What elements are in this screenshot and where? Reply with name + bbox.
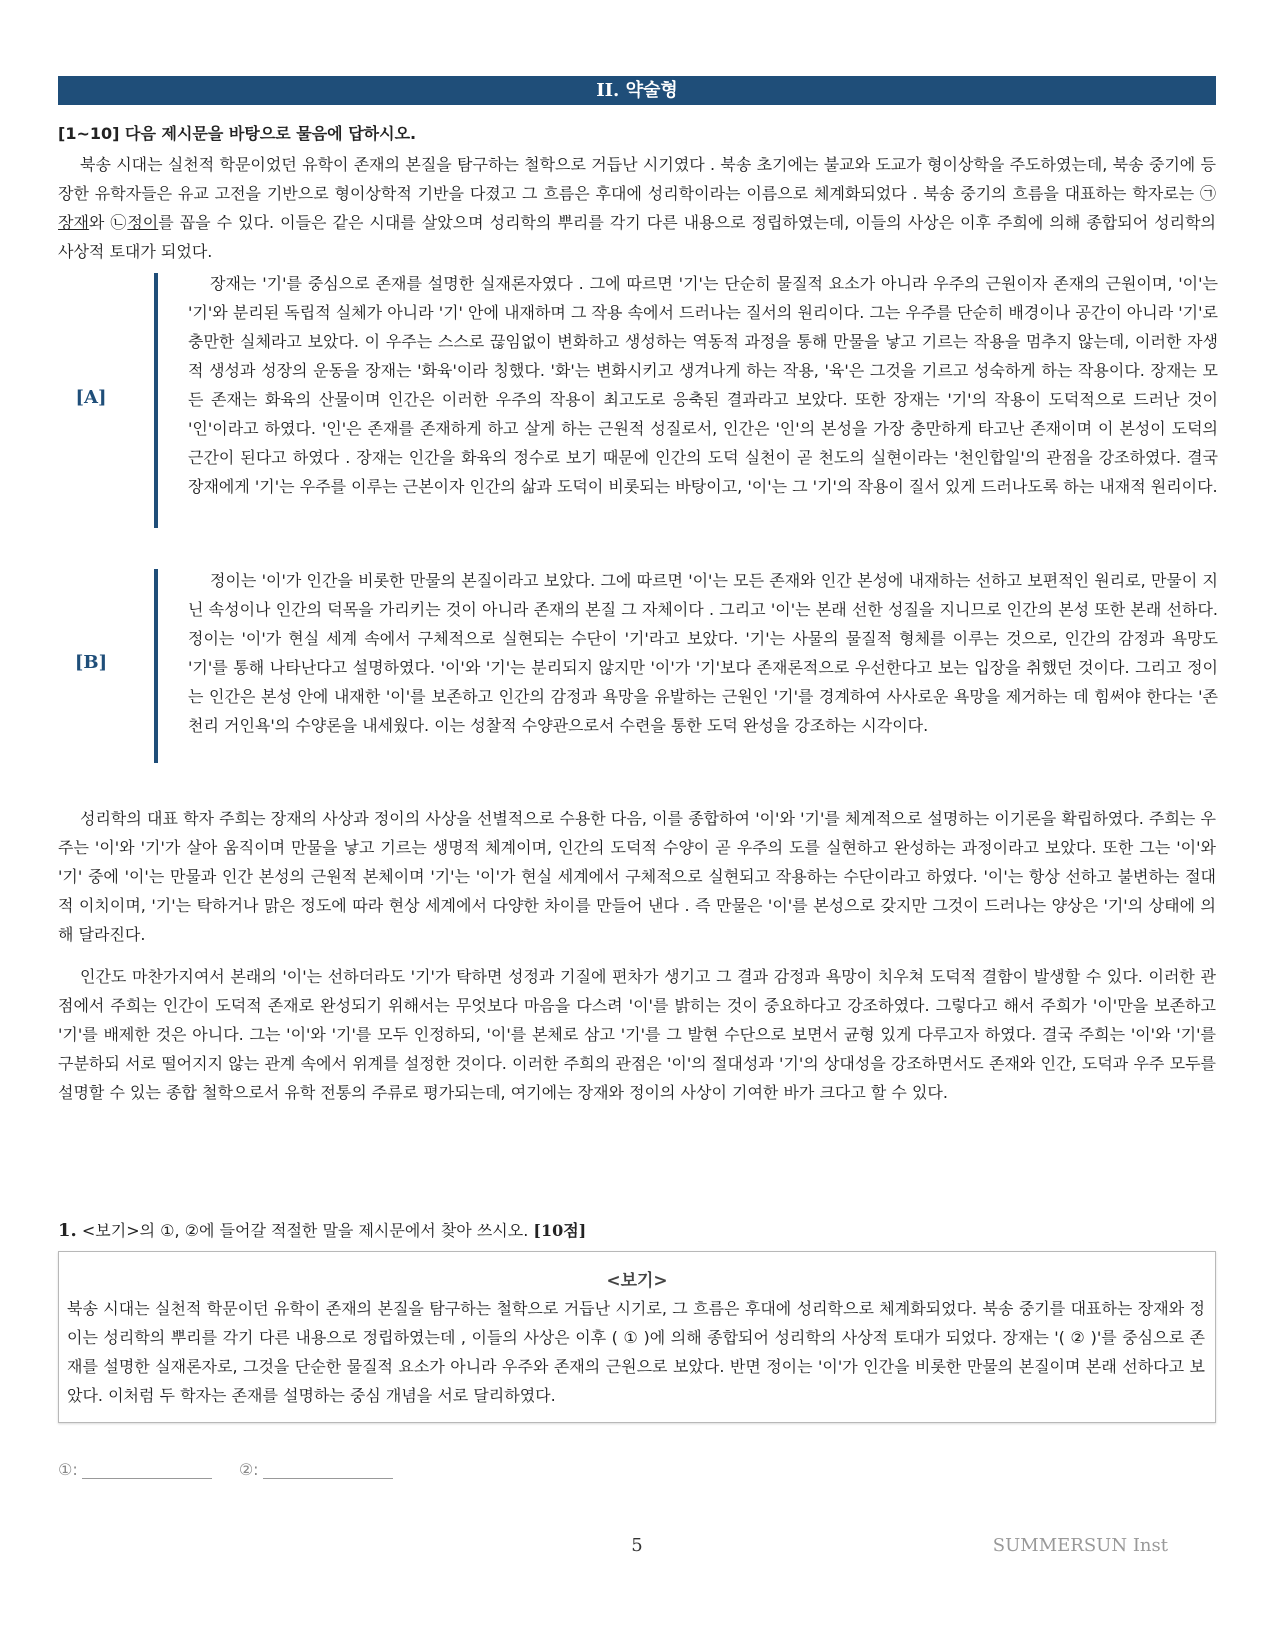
answer-blank-2[interactable]	[263, 1460, 393, 1479]
institute-watermark: SUMMERSUN Inst	[992, 1535, 1168, 1556]
passage-box-a	[75, 273, 1218, 528]
answer-label-2: ②:	[238, 1460, 259, 1479]
question-1	[58, 1219, 586, 1243]
bogi-text: 북송 시대는 실천적 학문이던 유학이 존재의 본질을 탐구하는 철학으로 거듭난 시기로, 그 흐름은 후대에 성리학으로 체계화되었다. 북송 중기를 대표하는 장재와 정이는 성리학의 뿌리를 각기 다른 내용으로 정립하였는데 , 이들의 사상은 이후 ( ① )에 의해 종합되어 성리학의 사상적 토대가 되었다. 장재는 '( ② )'를 중심으로 존재를 설명한 실재론자로, 그것을 단순한 물질적 요소가 아니라 우주와 존재의 근원으로 보았다. 반면 정이는 '이'가 인간을 비롯한 만물의 본질이며 본래 선하다고 보았다. 이처럼 두 학자는 존재를 설명하는 중심 개념을 서로 달리하였다.	[67, 1299, 1205, 1405]
intro-text-2: 를 꼽을 수 있다. 이들은 같은 시대를 살았으며 성리학의 뿌리를 각기 다른 내용으로 정립하였는데, 이들의 사상은 이후 주희에 의해 종합되어 성리학의 사상적 토대가 되었다.	[58, 213, 1216, 261]
answer-blank-1[interactable]	[82, 1460, 212, 1479]
intro-join: 와	[88, 213, 111, 232]
answer-label-1: ①:	[58, 1460, 78, 1479]
box-a-label: [A]	[75, 387, 107, 408]
box-a-text: 장재는 '기'를 중심으로 존재를 설명한 실재론자였다 . 그에 따르면 '기'는 단순히 물질적 요소가 아니라 우주의 근원이자 존재의 근원이며, '이'는 '기'와 분리된 독립적 실체가 아니라 '기' 안에 내재하며 그 작용 속에서 드러나는 질서의 원리이다. 그는 우주를 단순히 배경이나 공간이 아니라 '기'로 충만한 실체라고 보았다. 이 우주는 스스로 끊임없이 변화하고 생성하는 역동적 과정을 통해 만물을 낳고 기르는 작용을 멈추지 않는데, 이러한 자생적 생성과 성장의 운동을 장재는 '화육'이라 칭했다. '화'는 변화시키고 생겨나게 하는 작용, '육'은 그것을 기르고 성숙하게 하는 작용이다. 장재는 모든 존재는 화육의 산물이며 인간은 이러한 우주의 작용이 최고도로 응축된 결과라고 보았다. 또한 장재는 '기'의 작용이 도덕적으로 드러난 것이 '인'이라고 하였다. '인'은 존재를 존재하게 하고 살게 하는 근원적 성질로서, 인간은 '인'의 본성을 가장 충만하게 타고난 존재이며 이 본성이 도덕의 근간이 된다고 하였다 . 장재는 인간을 화육의 정수로 보기 때문에 인간의 도덕 실천이 곧 천도의 실현이라는 '천인합일'의 관점을 강조하였다. 결국 장재에게 '기'는 우주를 이루는 근본이자 인간의 삶과 도덕이 비롯되는 바탕이고, '이'는 그 '기'의 작용이 질서 있게 드러나도록 하는 내재적 원리이다.	[188, 274, 1218, 496]
box-b-rule	[154, 569, 158, 763]
zhu-paragraph-1: 성리학의 대표 학자 주희는 장재의 사상과 정이의 사상을 선별적으로 수용한 다음, 이를 종합하여 '이'와 '기'를 체계적으로 설명하는 이기론을 확립하였다. 주희는 우주는 '이'와 '기'가 살아 움직이며 만물을 낳고 기르는 생명적 체계이며, 인간의 도덕적 수양이 곧 우주의 도를 실현하고 완성하는 과정이라고 보았다. 또한 그는 '이'와 '기' 중에 '이'는 만물과 인간 본성의 근원적 본체이며 '기'는 '이'가 현실 세계에서 구체적으로 실현되고 작용하는 수단이라고 하였다. '이'는 항상 선하고 불변하는 절대적 이치이며, '기'는 탁하거나 맑은 정도에 따라 현상 세계에서 다양한 차이를 만들어 낸다 . 즉 만물은 '이'를 본성으로 갖지만 그것이 드러나는 양상은 '기'의 상태에 의해 달라진다.	[58, 809, 1216, 944]
answer-slot-2	[239, 1460, 393, 1479]
page-number: 5	[631, 1535, 643, 1556]
box-b-label: [B]	[74, 652, 108, 673]
marker-2: ㉡	[110, 213, 128, 232]
zhu-paragraph-2: 인간도 마찬가지여서 본래의 '이'는 선하더라도 '기'가 탁하면 성정과 기질에 편차가 생기고 그 결과 감정과 욕망이 치우쳐 도덕적 결함이 발생할 수 있다. 이러한 관점에서 주희는 인간이 도덕적 존재로 완성되기 위해서는 무엇보다 마음을 다스려 '이'를 밝히는 것이 중요하다고 강조하였다. 그렇다고 해서 주희가 '이'만을 보존하고 '기'를 배제한 것은 아니다. 그는 '이'와 '기'를 모두 인정하되, '이'를 본체로 삼고 '기'를 그 발현 수단으로 보면서 균형 있게 다루고자 하였다. 결국 주희는 '이'와 '기'를 구분하되 서로 떨어지지 않는 관계 속에서 위계를 설정한 것이다. 이러한 주희의 관점은 '이'의 절대성과 '기'의 상대성을 강조하면서도 존재와 인간, 도덕과 우주 모두를 설명할 수 있는 종합 철학으로서 유학 전통의 주류로 평가되는데, 여기에는 장재와 정이의 사상이 기여한 바가 크다고 할 수 있다.	[58, 967, 1216, 1102]
box-b-text: 정이는 '이'가 인간을 비롯한 만물의 본질이라고 보았다. 그에 따르면 '이'는 모든 존재와 인간 본성에 내재하는 선하고 보편적인 원리로, 만물이 지닌 속성이나 인간의 덕목을 가리키는 것이 아니라 존재의 본질 그 자체이다 . 그리고 '이'는 본래 선한 성질을 지니므로 인간의 본성 또한 본래 선하다. 정이는 '이'가 현실 세계 속에서 구체적으로 실현되는 수단이 '기'라고 보았다. '기'는 사물의 물질적 형체를 이루는 것으로, 인간의 감정과 욕망도 '기'를 통해 나타난다고 설명하였다. '이'와 '기'는 분리되지 않지만 '이'가 '기'보다 존재론적으로 우선한다고 보는 입장을 취했던 것이다. 그리고 정이는 인간은 본성 안에 내재한 '이'를 보존하고 인간의 감정과 욕망을 유발하는 근원인 '기'를 경계하여 사사로운 욕망을 제거하는 데 힘써야 한다는 '존천리 거인욕'의 수양론을 내세웠다. 이는 성찰적 수양관으로서 수련을 통한 도덕 완성을 강조하는 시각이다.	[188, 571, 1218, 735]
intro-text-1: 북송 시대는 실천적 학문이었던 유학이 존재의 본질을 탐구하는 철학으로 거듭난 시기였다 . 북송 초기에는 불교와 도교가 형이상학을 주도하였는데, 북송 중기에 등장한 유학자들은 유교 고전을 기반으로 형이상학적 기반을 다졌고 그 흐름은 후대에 성리학이라는 이름으로 체계화되었다 . 북송 중기의 흐름을 대표하는 학자로는	[58, 155, 1216, 203]
bogi-box	[58, 1251, 1216, 1423]
passage-box-b	[74, 569, 1218, 763]
answer-slot-1	[58, 1460, 212, 1479]
question-number: 1.	[58, 1220, 77, 1241]
section-title: II. 약술형	[58, 76, 1216, 105]
marker-1: ㉠	[1199, 184, 1216, 203]
question-text: <보기>의 ①, ②에 들어갈 적절한 말을 제시문에서 찾아 쓰시오.	[76, 1221, 534, 1240]
underlined-term-1: 장재	[58, 213, 89, 232]
question-points: [10점]	[533, 1221, 587, 1240]
box-a-rule	[154, 273, 158, 528]
intro-paragraph	[58, 150, 1216, 266]
instruction: [1~10] 다음 제시문을 바탕으로 물음에 답하시오.	[58, 124, 417, 143]
underlined-term-2: 정이	[127, 213, 159, 232]
bogi-title: <보기>	[606, 1271, 668, 1291]
answer-area	[58, 1460, 415, 1479]
